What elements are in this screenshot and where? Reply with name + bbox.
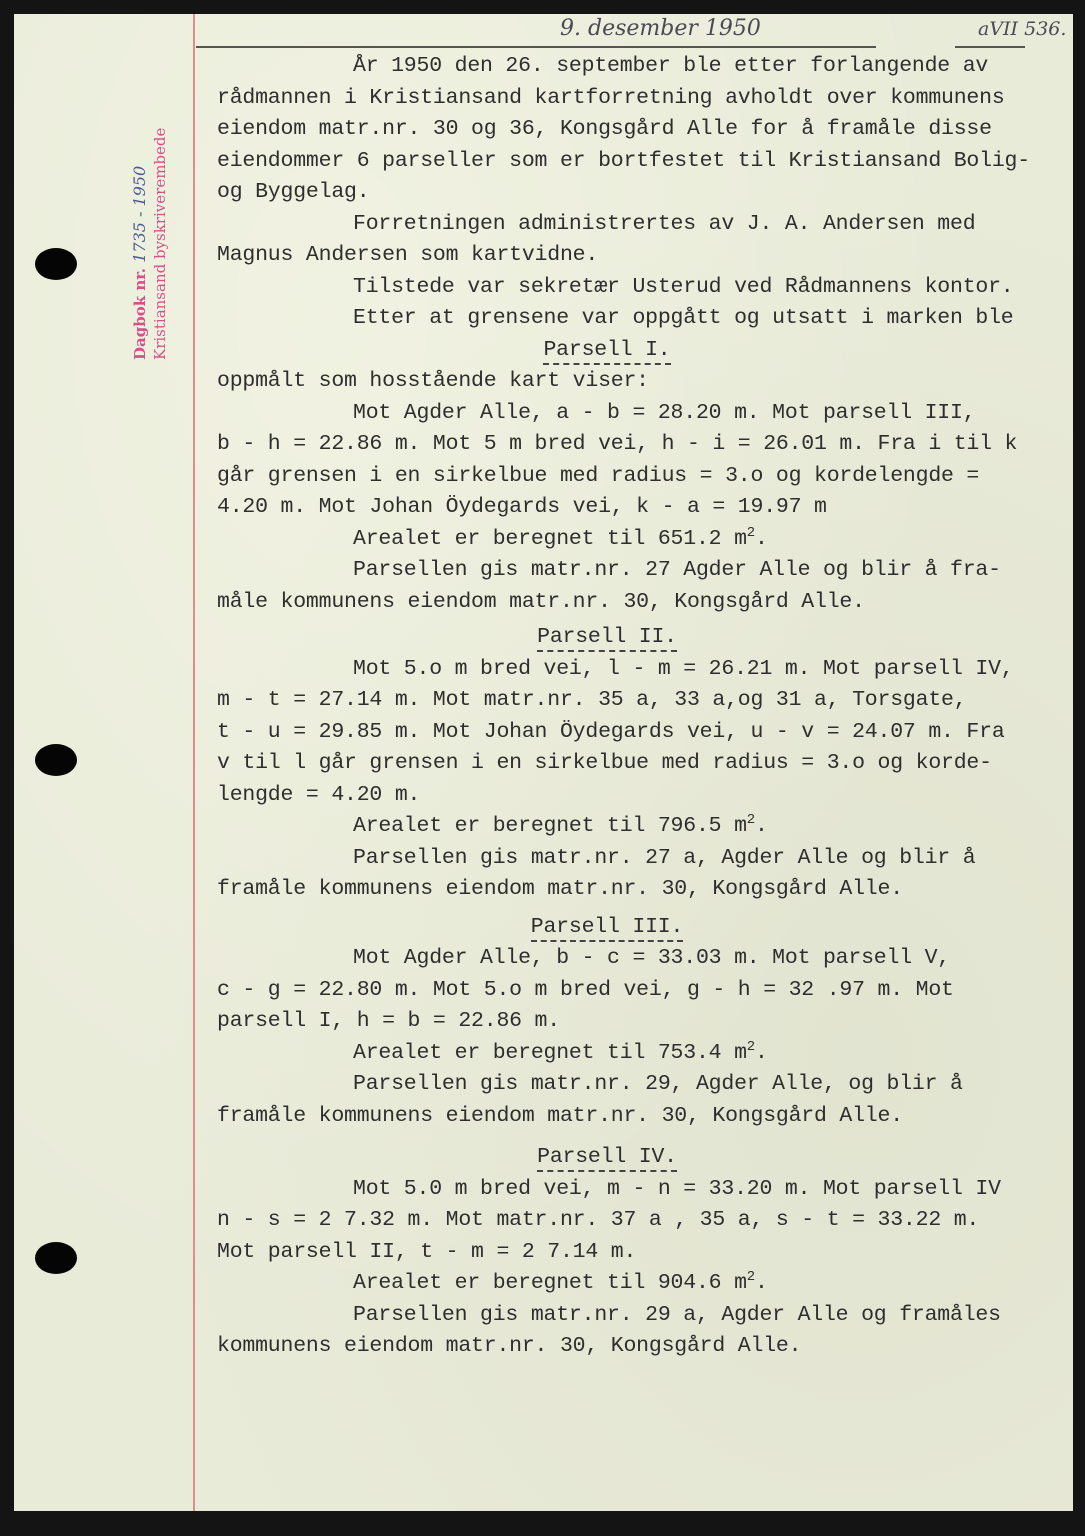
text-line: framåle kommunens eiendom matr.nr. 30, Kongsgård Alle. [217, 877, 903, 901]
text-line: Parsellen gis matr.nr. 29 a, Agder Alle og framåles [353, 1302, 1001, 1327]
text-line: lengde = 4.20 m. [217, 782, 421, 807]
punch-hole [35, 744, 77, 776]
text-line: rådmannen i Kristiansand kartforretning avholdt over kommunens [217, 85, 1005, 110]
stamp-office: Kristiansand byskriverembede [151, 127, 169, 360]
stamp-number: 1735 - 1950 [130, 165, 149, 263]
text-line: og Byggelag. [217, 180, 370, 204]
text-line: kommunens eiendom matr.nr. 30, Kongsgård Alle. [217, 1334, 802, 1358]
stamp-label: Dagbok nr. [131, 268, 149, 360]
text-line: Mot Agder Alle, b - c = 33.03 m. Mot parsell V, [353, 946, 950, 970]
text-line: n - s = 2 7.32 m. Mot matr.nr. 37 a , 35 a, s - t = 33.22 m. [217, 1208, 980, 1232]
text-line: Mot Agder Alle, a - b = 28.20 m. Mot parsell III, [353, 400, 976, 425]
handwritten-date: 9. desember 1950 [560, 16, 761, 41]
text-line: c - g = 22.80 m. Mot 5.o m bred vei, g - h = 32 .97 m. Mot [217, 977, 954, 1002]
punch-hole [35, 1242, 77, 1274]
section-heading-parsell-3: Parsell III. [217, 912, 1027, 944]
text-line: oppmålt som hosstående kart viser: [217, 369, 649, 393]
text-line: Parsellen gis matr.nr. 29, Agder Alle, og blir å [353, 1072, 963, 1096]
text-line: går grensen i en sirkelbue med radius = 3.o og kordelengde = [217, 463, 980, 488]
text-line: måle kommunens eiendom matr.nr. 30, Kongsgård Alle. [217, 589, 865, 614]
text-line: Forretningen administrertes av J. A. Andersen med [353, 211, 976, 236]
text-line: framåle kommunens eiendom matr.nr. 30, Kongsgård Alle. [217, 1103, 903, 1128]
section-heading-parsell-2: Parsell II. [217, 622, 1027, 654]
text-line: parsell I, h = b = 22.86 m. [217, 1009, 560, 1033]
area-line: Arealet er beregnet til 651.2 $m^2$. [353, 524, 768, 551]
text-line: Tilstede var sekretær Usterud ved Rådmannens kontor. [353, 274, 1014, 299]
text-line: Mot parsell II, t - m = 2 7.14 m. [217, 1239, 637, 1264]
punch-hole [35, 248, 77, 280]
text-line: b - h = 22.86 m. Mot 5 m bred vei, h - i = 26.01 m. Fra i til k [217, 432, 1018, 456]
area-line: Arealet er beregnet til 904.6 $m^2$. [353, 1268, 768, 1295]
text-line: v til l går grensen i en sirkelbue med radius = 3.o og korde- [217, 751, 992, 775]
header-rule-right [955, 46, 1025, 48]
text-line: Parsellen gis matr.nr. 27 a, Agder Alle og blir å [353, 845, 976, 870]
text-line: 4.20 m. Mot Johan Öydegards vei, k - a = 19.97 m [217, 495, 827, 519]
section-heading-parsell-1: Parsell I. [217, 335, 1027, 367]
text-line: Parsellen gis matr.nr. 27 Agder Alle og blir å fra- [353, 558, 1001, 582]
text-line: Mot 5.0 m bred vei, m - n = 33.20 m. Mot parsell IV [353, 1176, 1001, 1201]
page-reference: aVII 536. [978, 18, 1067, 40]
text-line: m - t = 27.14 m. Mot matr.nr. 35 a, 33 a,og 31 a, Torsgate, [217, 688, 967, 712]
text-line: Mot 5.o m bred vei, l - m = 26.21 m. Mot parsell IV, [353, 656, 1014, 681]
text-line: Etter at grensene var oppgått og utsatt i marken ble [353, 306, 1014, 330]
document-body [217, 51, 1030, 1363]
area-line: Arealet er beregnet til 796.5 $m^2$. [353, 811, 768, 838]
text-line: Magnus Andersen som kartvidne. [217, 243, 599, 267]
section-heading-parsell-4: Parsell IV. [217, 1142, 1027, 1174]
text-line: eiendom matr.nr. 30 og 36, Kongsgård Alle for å framåle disse [217, 117, 992, 141]
header-rule [196, 46, 876, 48]
text-line: t - u = 29.85 m. Mot Johan Öydegards vei, u - v = 24.07 m. Fra [217, 719, 1005, 744]
area-line: Arealet er beregnet til 753.4 $m^2$. [353, 1038, 768, 1065]
text-line: eiendommer 6 parseller som er bortfestet til Kristiansand Bolig- [217, 148, 1030, 173]
text-line: År 1950 den 26. september ble etter forlangende av [353, 54, 989, 78]
registry-stamp [130, 128, 170, 360]
margin-rule [193, 14, 195, 1511]
